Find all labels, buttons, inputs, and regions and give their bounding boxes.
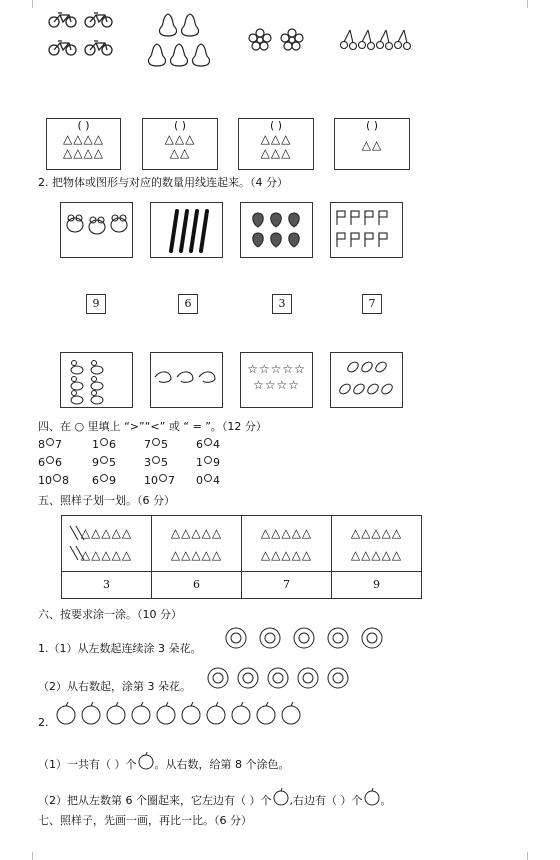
compare-circle[interactable] [152,456,160,464]
number-box[interactable]: 9 [86,294,106,314]
compare-circle[interactable] [204,438,212,446]
tally-number: 3 [103,578,110,591]
section-4-title: 四、在 ○ 里填上 “>”“<” 或 “ = ”。（12 分） [38,420,267,433]
compare-circle[interactable] [152,438,160,446]
q1-part2: （2）从右数起，涂第 3 朵花。 [38,680,191,693]
apple-icon[interactable] [54,702,308,726]
compare-circle[interactable] [204,474,212,482]
picture-box[interactable] [240,352,313,408]
apple-icon [272,788,290,806]
compare-circle[interactable] [53,474,61,482]
picture-box[interactable] [60,202,133,258]
compare-circle[interactable] [100,474,108,482]
flag-icon [331,203,402,257]
picture-box[interactable] [330,352,403,408]
triangle-box [238,118,314,170]
strawberry-icon [241,203,312,257]
tally-number: 9 [373,578,380,591]
compare-circle[interactable] [159,474,167,482]
picture-box[interactable] [330,202,403,258]
pencil-icon [151,203,222,257]
picture-box[interactable] [150,202,223,258]
number-box[interactable]: 7 [362,294,382,314]
triangle-row: △△△ [260,132,292,146]
compare-circle[interactable] [204,456,212,464]
apple-icon [137,752,155,770]
shrimp-icon [151,353,222,407]
cross-out-mark [66,524,90,564]
triangle-box [334,118,410,170]
tally-cell[interactable]: △△△△△ △△△△△ [350,526,403,562]
compare-circle[interactable] [46,456,54,464]
compare-circle[interactable] [100,438,108,446]
section-5-title: 五、照样子划一划。（6 分） [38,494,175,507]
answer-parens: ( ) [365,119,379,132]
triangle-row: △△△△ [63,146,104,160]
compare-row: 10 8 6 9 10 7 0 4 [38,474,220,487]
flower-icon[interactable] [222,626,390,650]
answer-parens: ( ) [77,119,90,132]
number-box[interactable]: 3 [272,294,292,314]
question-2-title: 2. 把物体或图形与对应的数量用线连起来。（4 分） [38,176,288,189]
q2-label: 2. [38,716,49,729]
triangle-row: △△△△ [63,132,104,146]
corner-mark [20,0,33,8]
corner-mark [527,0,540,8]
duck-icon [61,353,132,407]
compare-circle[interactable] [46,438,54,446]
triangle-box [142,118,218,170]
q2-part2: （2）把从左数第 6 个圈起来，它左边有（ ）个 ,右边有（ ）个 。 [38,788,392,808]
bicycle-icon [45,8,120,68]
q2-part1: （1）一共有（ ）个 。从右数，给第 8 个涂色。 [38,752,290,772]
flower-icon [246,26,308,56]
answer-parens: ( ) [269,119,283,132]
tally-number: 7 [283,578,290,591]
picture-box[interactable] [240,202,313,258]
triangle-row: △△ [169,146,191,160]
compare-row: 8 7 1 6 7 5 6 4 [38,438,220,451]
leaf-icon [331,353,402,407]
section-7-title: 七、照样子，先画一画，再比一比。（6 分） [38,814,252,827]
apple-icon [363,788,381,806]
triangle-row: △△△ [260,146,292,160]
number-box[interactable]: 6 [178,294,198,314]
cherry-icon [336,28,416,54]
tally-table [61,515,422,599]
picture-box[interactable] [150,352,223,408]
tally-number: 6 [193,578,200,591]
triangle-row: △△ [361,138,383,152]
star-icon: ☆☆☆☆☆ ☆☆☆☆ [247,362,306,392]
flower-icon[interactable] [206,666,352,690]
tally-cell[interactable]: △△△△△ △△△△△ [260,526,313,562]
picture-box[interactable] [60,352,133,408]
answer-parens: ( ) [173,119,187,132]
section-6-title: 六、按要求涂一涂。（10 分） [38,608,182,621]
corner-mark [527,852,540,860]
corner-mark [20,852,33,860]
tally-cell: △△△△△ △△△△△ [62,526,151,562]
frog-icon [61,203,132,257]
q1-part1: 1.（1）从左数起连续涂 3 朵花。 [38,642,202,655]
triangle-box [46,118,121,170]
compare-circle[interactable] [100,456,108,464]
compare-row: 6 6 9 5 3 5 1 9 [38,456,220,469]
triangle-row: △△△ [164,132,196,146]
tally-cell[interactable]: △△△△△ △△△△△ [170,526,223,562]
pear-icon [146,10,216,70]
